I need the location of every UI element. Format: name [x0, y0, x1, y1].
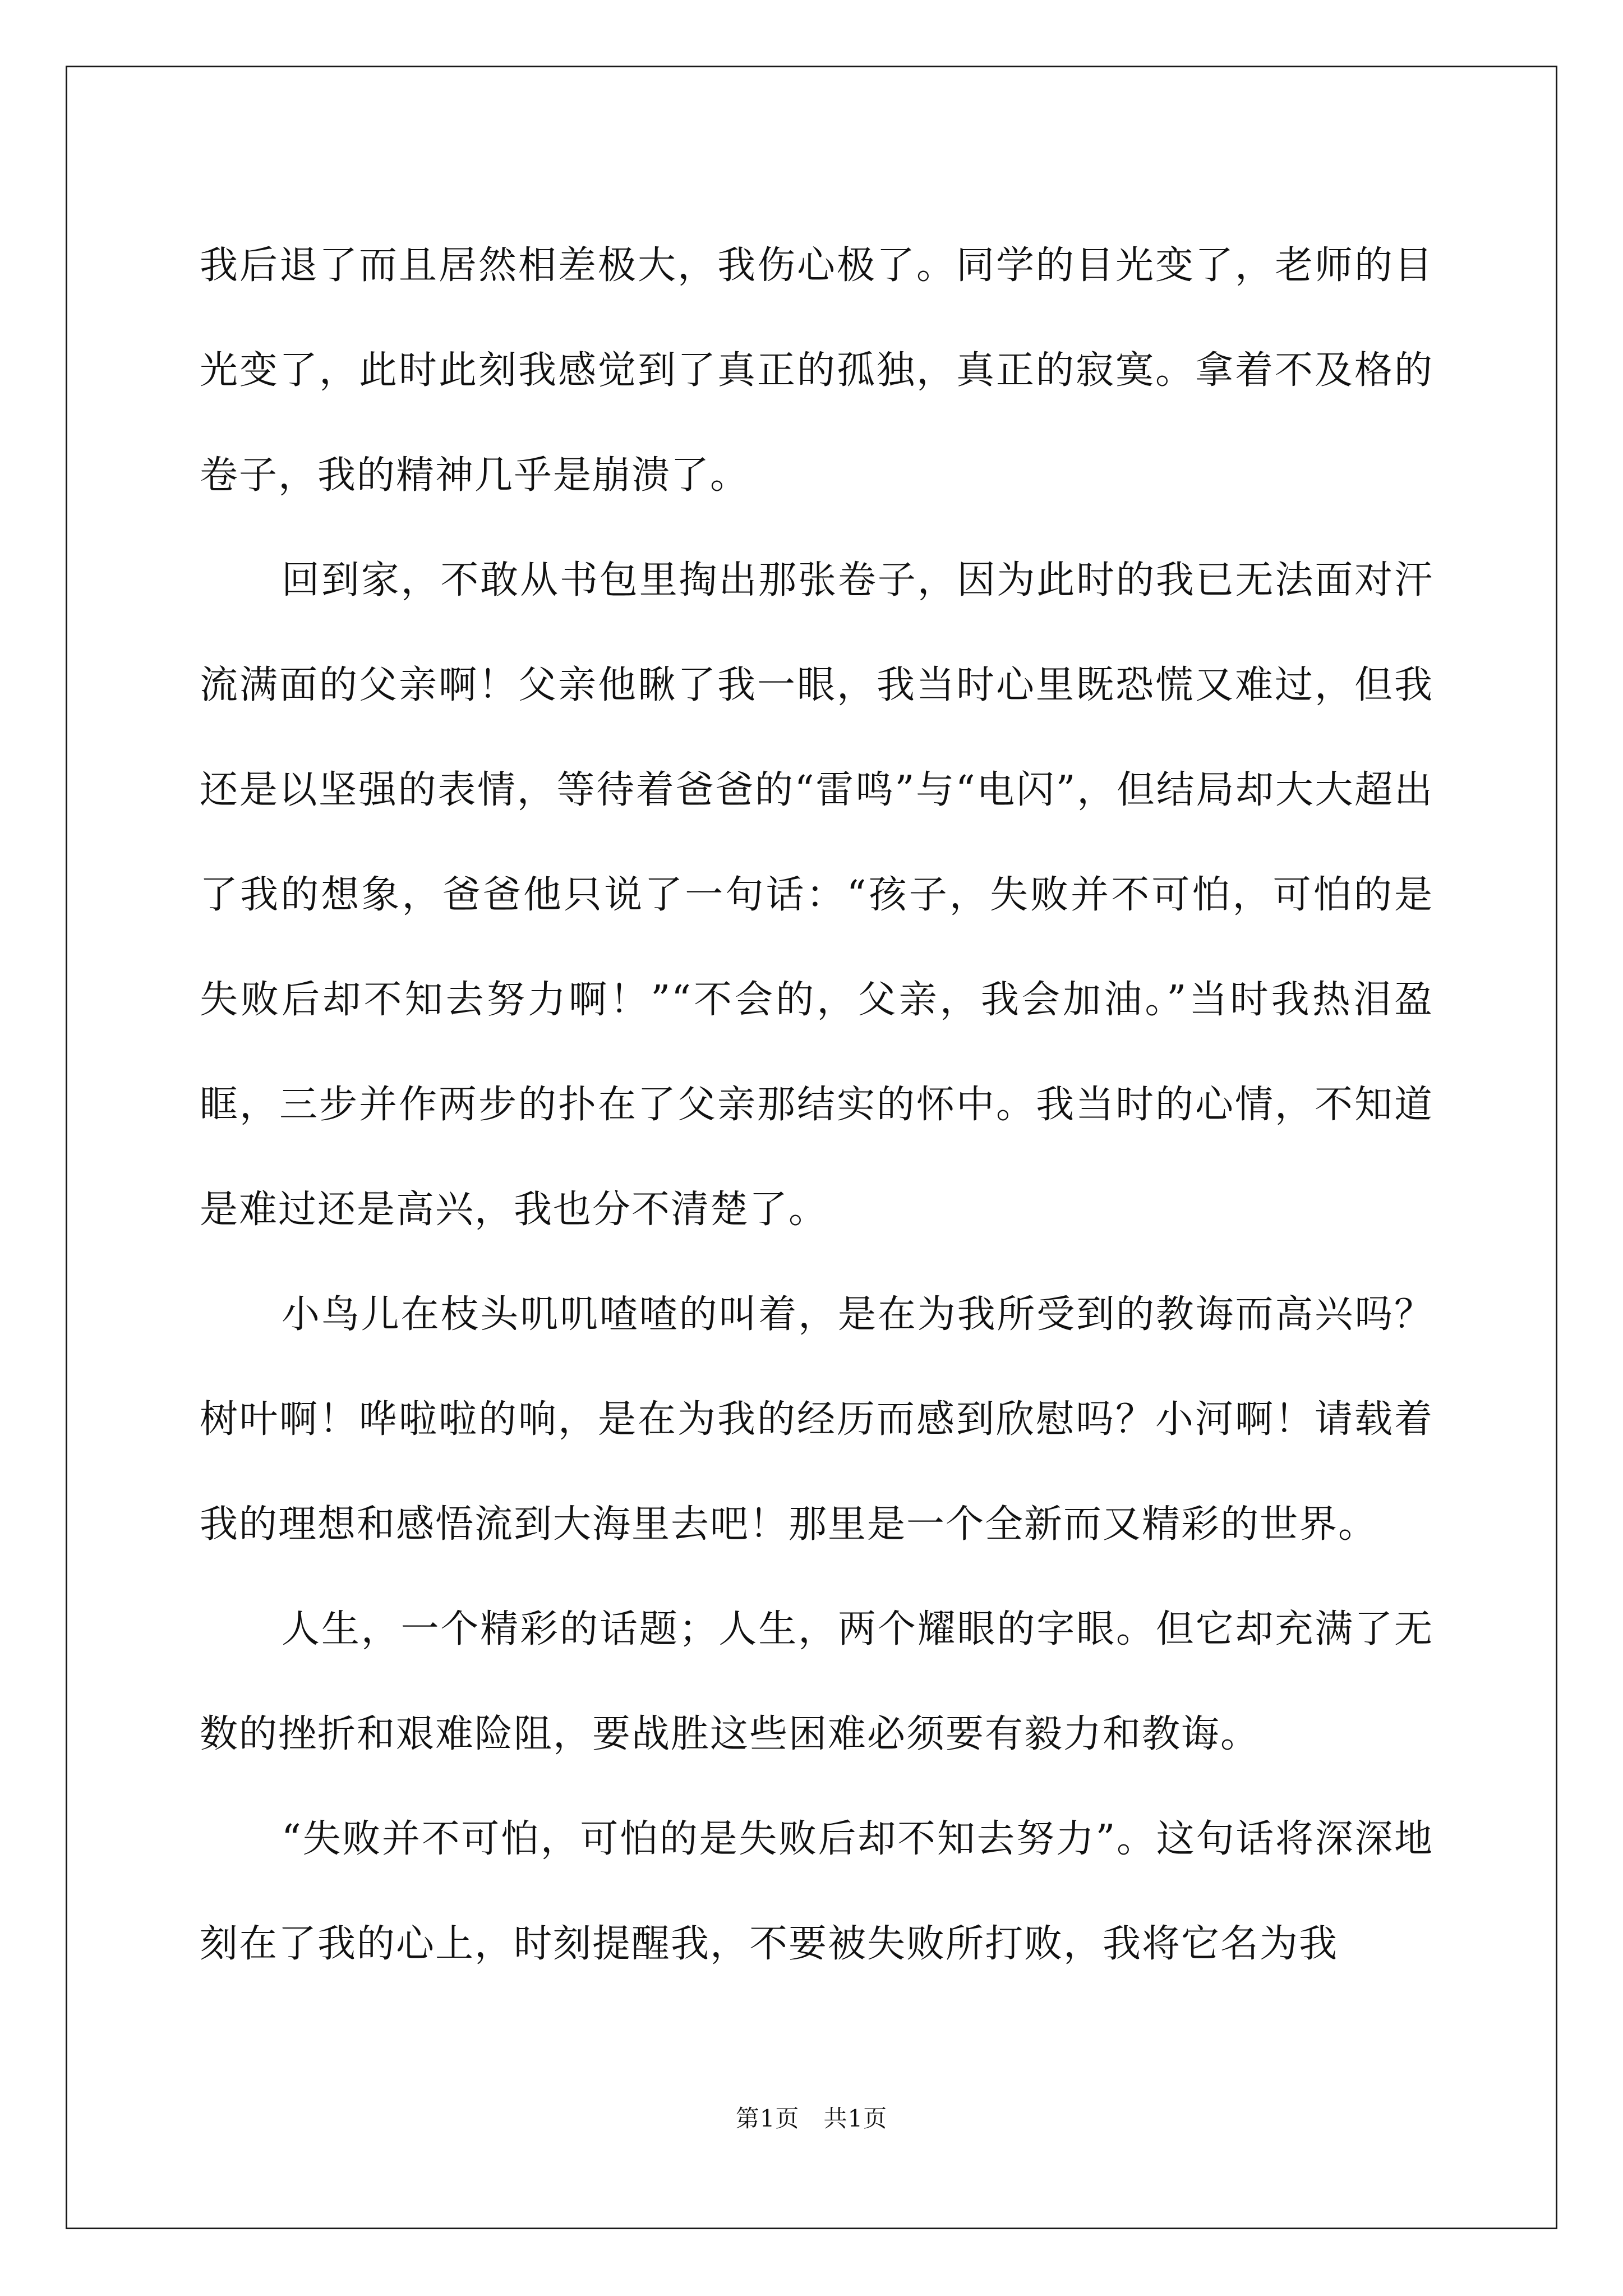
paragraph: 回到家，不敢从书包里掏出那张卷子，因为此时的我已无法面对汗流满面的父亲啊！父亲他瞅了我一眼，我当时心里既恐慌又难过，但我还是以坚强的表情，等待着爸爸的“雷鸣”与“电闪”，但结局却大大超出了我的想象，爸爸他只说了一句话：“孩子，失败并不可怕，可怕的是失败后却不知去努力啊！”“不会的，父亲，我会加油。”当时我热泪盈眶，三步并作两步的扑在了父亲那结实的怀中。我当时的心情，不知道是难过还是高兴，我也分不清楚了。 — [200, 558, 1433, 1232]
paragraph: 人生，一个精彩的话题；人生，两个耀眼的字眼。但它却充满了无数的挫折和艰难险阻，要战胜这些困难必须要有毅力和教诲。 — [200, 1607, 1433, 1756]
document-body — [200, 213, 1433, 1996]
paragraph: 小鸟儿在枝头叽叽喳喳的叫着，是在为我所受到的教诲而高兴吗？树叶啊！哗啦啦的响，是在为我的经历而感到欣慰吗？小河啊！请载着我的理想和感悟流到大海里去吧！那里是一个全新而又精彩的世界。 — [200, 1292, 1433, 1547]
paragraph: “失败并不可怕，可怕的是失败后却不知去努力”。这句话将深深地刻在了我的心上，时刻提醒我，不要被失败所打败，我将它名为我 — [200, 1817, 1433, 1966]
paragraph: 我后退了而且居然相差极大，我伤心极了。同学的目光变了，老师的目光变了，此时此刻我感觉到了真正的孤独，真正的寂寞。拿着不及格的卷子，我的精神几乎是崩溃了。 — [200, 243, 1433, 498]
page-number-label: 第1页 共1页 — [735, 2105, 888, 2132]
page-footer — [0, 2102, 1623, 2136]
